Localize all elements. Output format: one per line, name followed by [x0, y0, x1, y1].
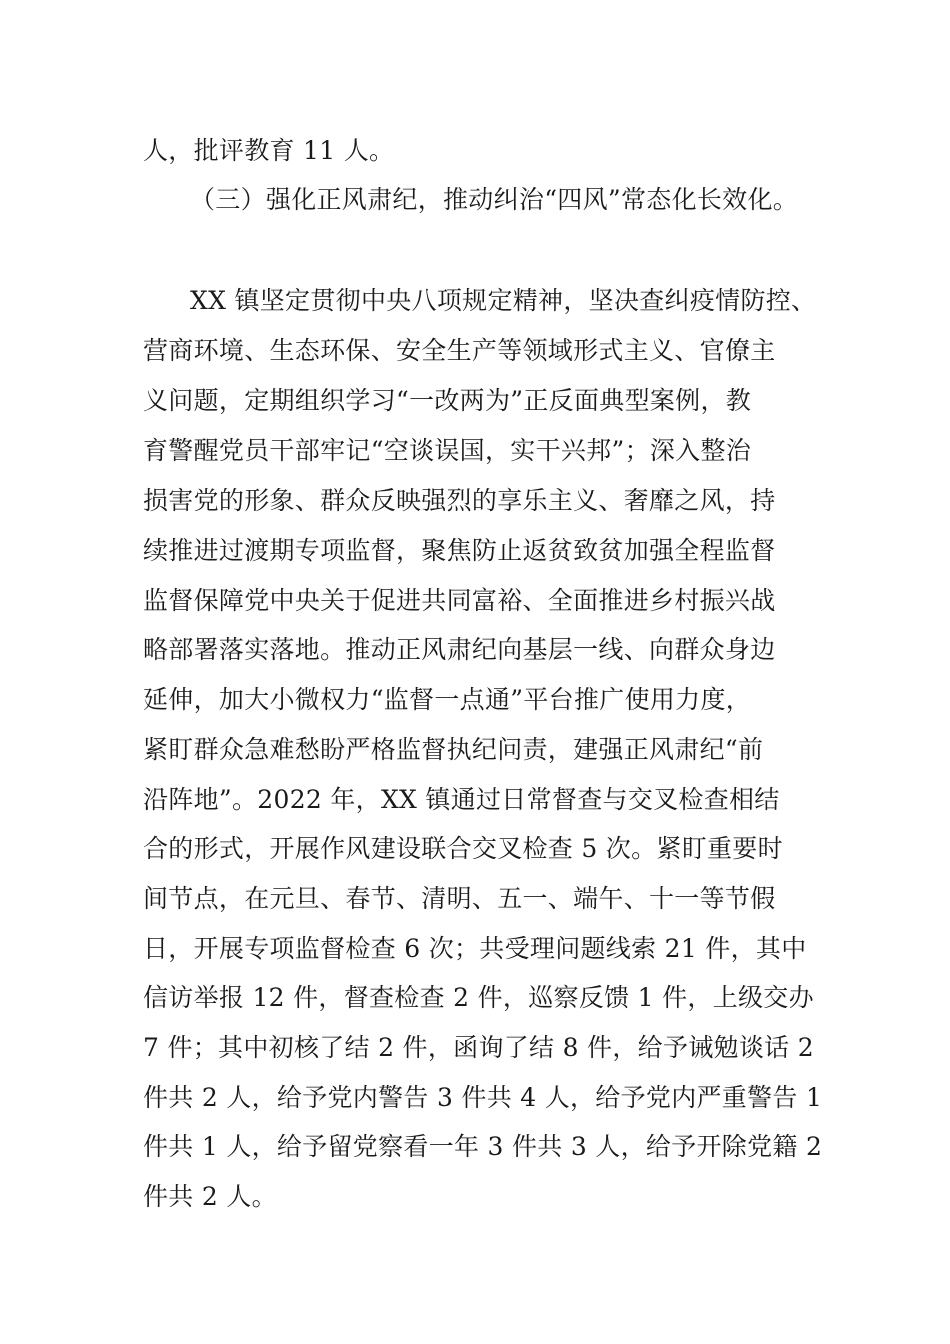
- text-line-15: 间节点，在元旦、春节、清明、五一、端午、十一等节假: [143, 884, 776, 913]
- text-line-10: 略部署落实落地。推动正风肃纪向基层一线、向群众身边: [143, 635, 776, 664]
- text-line-16: 日，开展专项监督检查 6 次；共受理问题线索 21 件，其中: [143, 934, 807, 963]
- text-line-11: 延伸，加大小微权力“监督一点通”平台推广使用力度，: [143, 685, 752, 714]
- text-line-18: 7 件；其中初核了结 2 件，函询了结 8 件，给予诫勉谈话 2: [143, 1033, 814, 1062]
- section-heading: （三）强化正风肃纪，推动纠治“四风”常态化长效化。: [190, 185, 799, 214]
- text-line-3: XX 镇坚定贯彻中央八项规定精神，坚决查纠疫情防控、: [190, 286, 817, 315]
- text-line-14: 合的形式，开展作风建设联合交叉检查 5 次。紧盯重要时: [143, 834, 783, 863]
- text-line-9: 监督保障党中央关于促进共同富裕、全面推进乡村振兴战: [143, 586, 776, 615]
- text-line-12: 紧盯群众急难愁盼严格监督执纪问责，建强正风肃纪“前: [143, 735, 764, 764]
- text-line-6: 育警醒党员干部牢记“空谈误国，实干兴邦”；深入整治: [143, 436, 752, 465]
- text-line-21: 件共 2 人。: [143, 1182, 277, 1211]
- text-line-1: 人，批评教育 11 人。: [143, 136, 395, 165]
- text-line-7: 损害党的形象、群众反映强烈的享乐主义、奢靡之风，持: [143, 486, 776, 515]
- text-line-19: 件共 2 人，给予党内警告 3 件共 4 人，给予党内严重警告 1: [143, 1083, 823, 1112]
- text-line-17: 信访举报 12 件，督查检查 2 件，巡察反馈 1 件，上级交办: [143, 983, 814, 1012]
- text-line-4: 营商环境、生态环保、安全生产等领域形式主义、官僚主: [143, 336, 776, 365]
- text-line-13: 沿阵地”。2022 年，XX 镇通过日常督查与交叉检查相结: [143, 785, 780, 814]
- text-line-5: 义问题，定期组织学习“一改两为”正反面典型案例，教: [143, 386, 752, 415]
- text-line-20: 件共 1 人，给予留党察看一年 3 件共 3 人，给予开除党籍 2: [143, 1132, 823, 1161]
- text-line-8: 续推进过渡期专项监督，聚焦防止返贫致贫加强全程监督: [143, 536, 776, 565]
